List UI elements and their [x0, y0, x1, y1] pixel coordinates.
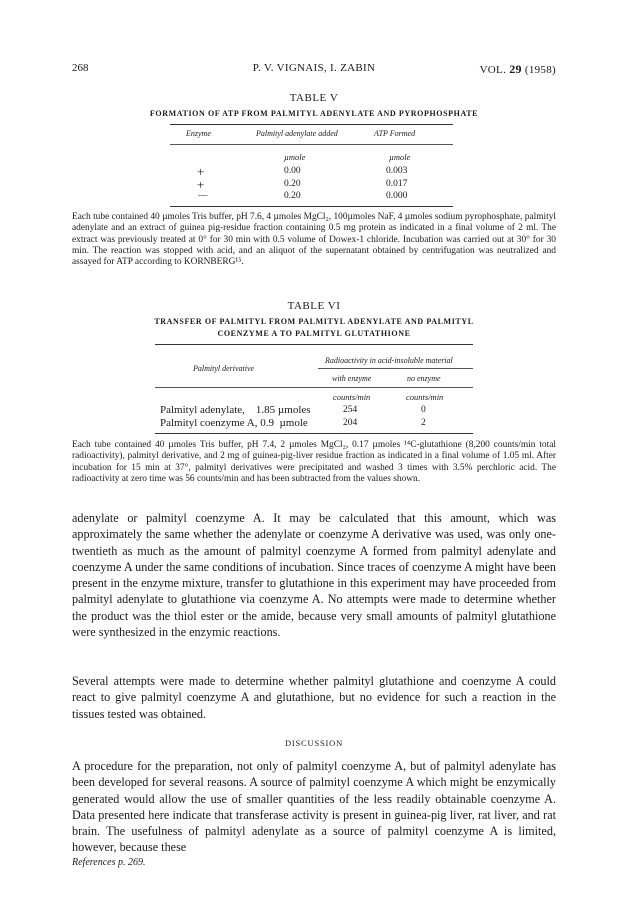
table5-bottom-rule: [170, 206, 453, 207]
volume-number: 29: [509, 62, 522, 76]
table6-group-header: Radioactivity in acid-insoluble material: [325, 356, 453, 365]
table5-unit-formed: µmole: [389, 152, 411, 162]
body-paragraph-2: Several attempts were made to determine whether palmityl glutathione and coenzyme A could react to give palmityl coenzyme A and glutathione, but no evidence for such a reaction in the tissues tested was obtained.: [72, 674, 556, 721]
table6-bottom-rule: [155, 433, 473, 434]
table6-header-rule: [155, 387, 473, 388]
table6-row1-without: 0: [421, 405, 426, 415]
section-heading-discussion: DISCUSSION: [284, 738, 344, 748]
table5-row2-formed: 0.017: [386, 179, 408, 189]
references-footer: References p. 269.: [72, 857, 146, 868]
table5-row3-formed: 0.000: [386, 191, 408, 201]
table6-row-header: Palmityl derivative: [193, 364, 255, 373]
running-header: [72, 62, 556, 78]
table5-row3-enzyme: —: [198, 191, 208, 201]
body-paragraph-1: adenylate or palmityl coenzyme A. It may be calculated that this amount, which was approximately the same whether the adenylate or coenzyme A derivative was used, was only one-twentieth as much as the amount of palmityl coenzyme A formed from palmityl adenylate and coenzyme A under the same conditions of incubation. Since traces of coenzyme A might have been present in the enzyme mixture, transfer to glutathione in this experiment may have proceeded from palmityl adenylate to glutathione via coenzyme A. No attempts were made to determine whether the product was the thiol ester or the amide, because very small amounts of palmityl glutathione were synthesized in the enzymic reactions.: [72, 511, 556, 640]
table5-row1-enzyme: +: [197, 164, 205, 179]
table5-col-enzyme: Enzyme: [186, 129, 211, 138]
table6-title-line1: TRANSFER OF PALMITYL FROM PALMITYL ADENYLATE AND PALMITYL: [154, 317, 474, 326]
page-number: 268: [72, 62, 89, 74]
table5-header-rule: [170, 144, 453, 145]
table6-col-no-enzyme: no enzyme: [407, 374, 441, 383]
volume-label: VOL.: [479, 64, 507, 76]
table6-label: TABLE VI: [287, 300, 341, 312]
table5-col-added: Palmityl adenylate added: [256, 129, 338, 138]
table5-top-rule: [170, 124, 453, 125]
table5-row3-added: 0.20: [284, 191, 301, 201]
table6-title-line2: COENZYME A TO PALMITYL GLUTATHIONE: [217, 329, 411, 338]
running-authors: P. V. VIGNAIS, I. ZABIN: [252, 62, 376, 74]
table5-label: TABLE V: [289, 92, 339, 104]
table5-col-formed: ATP Formed: [374, 129, 416, 138]
table6-top-rule: [155, 344, 473, 345]
table5-unit-added: µmole: [284, 152, 306, 162]
table5-row2-enzyme: +: [197, 177, 205, 192]
table5-row2-added: 0.20: [284, 179, 301, 189]
table6-footnote: Each tube contained 40 µmoles Tris buffer, pH 7.4, 2 µmoles MgCl₂, 0.17 µmoles ¹⁴C-glutathione (8,200 counts/min total radioactivity), palmityl derivative, and 2 mg of guinea-pig-liver residue fraction as indicated in a final volume of 1.05 ml. After incubation for 15 min at 37°, palmityl derivatives were precipitated and washed 3 times with 3.5% perchloric acid. The radioactivity at zero time was 56 counts/min and has been subtracted from the values shown.: [72, 440, 556, 484]
table6-row1-with: 254: [343, 405, 358, 415]
table6-row1-derivative: Palmityl adenylate, 1.85 µmoles: [160, 404, 311, 416]
table5-row1-added: 0.00: [284, 166, 301, 176]
table6-row2-with: 204: [343, 418, 358, 428]
table6-unit-without: counts/min: [406, 392, 444, 402]
volume-info: [480, 62, 556, 77]
table6-col-with-enzyme: with enzyme: [332, 374, 372, 383]
table6-unit-with: counts/min: [333, 392, 371, 402]
table6-row2-derivative: Palmityl coenzyme A, 0.9 µmole: [160, 417, 308, 429]
body-paragraph-3: A procedure for the preparation, not only of palmityl coenzyme A, but of palmityl adenylate has been developed for several reasons. A source of palmityl coenzyme A which might be enzymically generated would allow the use of smaller quantities of the less readily obtainable coenzyme A. Data presented here indicate that transferase activity is present in guinea-pig liver, rat liver, and rat brain. The usefulness of palmityl adenylate as a source of palmityl coenzyme A is limited, however, because these: [72, 759, 556, 855]
table5-row1-formed: 0.003: [386, 166, 408, 176]
volume-year: (1958): [524, 64, 556, 76]
table5-title: FORMATION OF ATP FROM PALMITYL ADENYLATE AND PYROPHOSPHATE: [149, 109, 479, 118]
table5-footnote: Each tube contained 40 µmoles Tris buffer, pH 7.6, 4 µmoles MgCl₂, 100µmoles NaF, 4 µmoles sodium pyrophosphate, palmityl adenylate and an extract of guinea pig-residue fraction containing 0.5 mg protein as indicated in a final volume of 2 ml. The extract was previously treated at 0° for 30 min with 0.5 volume of Dowex-1 chloride. Incubation was carried out at 30° for 30 min. The reaction was stopped with acid, and an aliquot of the supernatant obtained by centrifugation was neutralized and assayed for ATP according to KORNBERG¹⁵.: [72, 212, 556, 268]
table6-group-rule: [318, 368, 473, 369]
table6-row2-without: 2: [421, 418, 426, 428]
